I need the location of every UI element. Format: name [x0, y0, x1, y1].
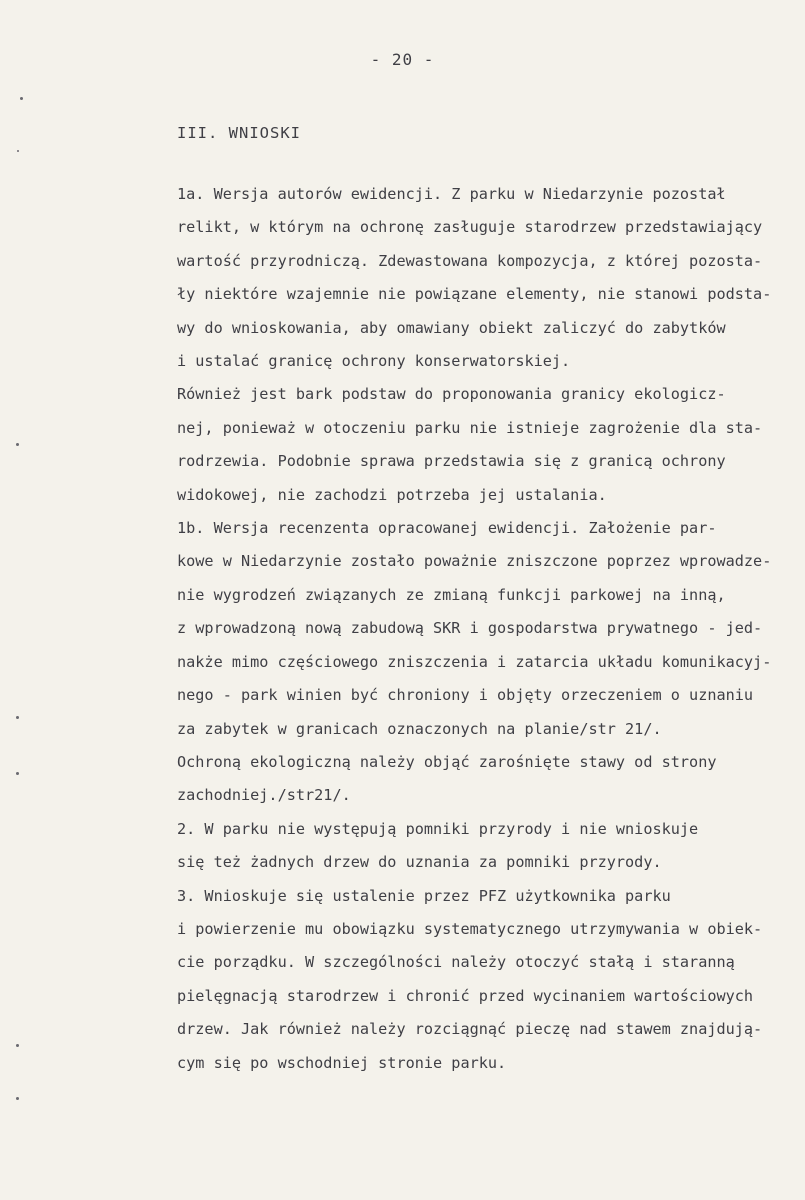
scan-speck — [16, 443, 19, 446]
scan-speck — [16, 772, 19, 775]
text-line: ły niektóre wzajemnie nie powiązane elementy, nie stanowi podsta- — [177, 285, 772, 304]
text-line: rodrzewia. Podobnie sprawa przedstawia się z granicą ochrony — [177, 452, 726, 471]
text-line: Również jest bark podstaw do proponowania granicy ekologicz- — [177, 385, 726, 404]
text-line: za zabytek w granicach oznaczonych na planie/str 21/. — [177, 719, 662, 738]
text-line: się też żadnych drzew do uznania za pomniki przyrody. — [177, 853, 662, 872]
text-line: 3. Wnioskuje się ustalenie przez PFZ użytkownika parku — [177, 886, 671, 905]
text-line: drzew. Jak również należy rozciągnąć pieczę nad stawem znajdują- — [177, 1020, 763, 1039]
paragraph-3 — [128, 880, 780, 1080]
text-line: Ochroną ekologiczną należy objąć zarośnięte stawy od strony — [177, 752, 717, 771]
paragraph-2 — [128, 813, 780, 880]
text-line: nej, ponieważ w otoczeniu parku nie istnieje zagrożenie dla sta- — [177, 418, 763, 437]
text-line: nakże mimo częściowego zniszczenia i zatarcia układu komunikacyj- — [177, 652, 772, 671]
paragraph-1b — [128, 512, 780, 746]
text-line: pielęgnacją starodrzew i chronić przed wycinaniem wartościowych — [177, 986, 754, 1005]
section-heading: III. WNIOSKI — [177, 124, 301, 142]
text-line: nie wygrodzeń związanych ze zmianą funkcji parkowej na inną, — [177, 585, 726, 604]
text-line: 2. W parku nie występują pomniki przyrody i nie wnioskuje — [177, 819, 699, 838]
paragraph-ecological-protection — [128, 746, 780, 813]
scan-speck — [17, 150, 19, 152]
text-line: relikt, w którym na ochronę zasługuje starodrzew przedstawiający — [177, 218, 763, 237]
scan-speck — [20, 97, 23, 100]
text-line: z wprowadzoną nową zabudową SKR i gospodarstwa prywatnego - jed- — [177, 619, 763, 638]
text-line: cie porządku. W szczególności należy otoczyć stałą i staranną — [177, 953, 735, 972]
page-number: - 20 - — [370, 50, 435, 69]
scan-speck — [16, 716, 19, 719]
scan-speck — [16, 1097, 19, 1100]
text-line: wy do wnioskowania, aby omawiany obiekt zaliczyć do zabytków — [177, 318, 726, 337]
text-line: i ustalać granicę ochrony konserwatorskiej. — [177, 352, 571, 371]
text-line: wartość przyrodniczą. Zdewastowana kompozycja, z której pozosta- — [177, 251, 763, 270]
text-line: i powierzenie mu obowiązku systematycznego utrzymywania w obiek- — [177, 919, 763, 938]
text-line: kowe w Niedarzynie zostało poważnie zniszczone poprzez wprowadze- — [177, 552, 772, 571]
text-line: cym się po wschodniej stronie parku. — [177, 1053, 507, 1072]
text-line: zachodniej./str21/. — [177, 786, 351, 805]
text-line: widokowej, nie zachodzi potrzeba jej ustalania. — [177, 485, 607, 504]
text-line: 1a. Wersja autorów ewidencji. Z parku w Niedarzynie pozostał — [177, 185, 726, 203]
scan-speck — [16, 1044, 19, 1047]
text-line: nego - park winien być chroniony i objęty orzeczeniem o uznaniu — [177, 686, 754, 705]
body-text — [128, 178, 780, 1080]
paragraph-ecological-border — [128, 378, 780, 512]
paragraph-1a — [128, 178, 780, 378]
text-line: 1b. Wersja recenzenta opracowanej ewidencji. Założenie par- — [177, 519, 717, 538]
